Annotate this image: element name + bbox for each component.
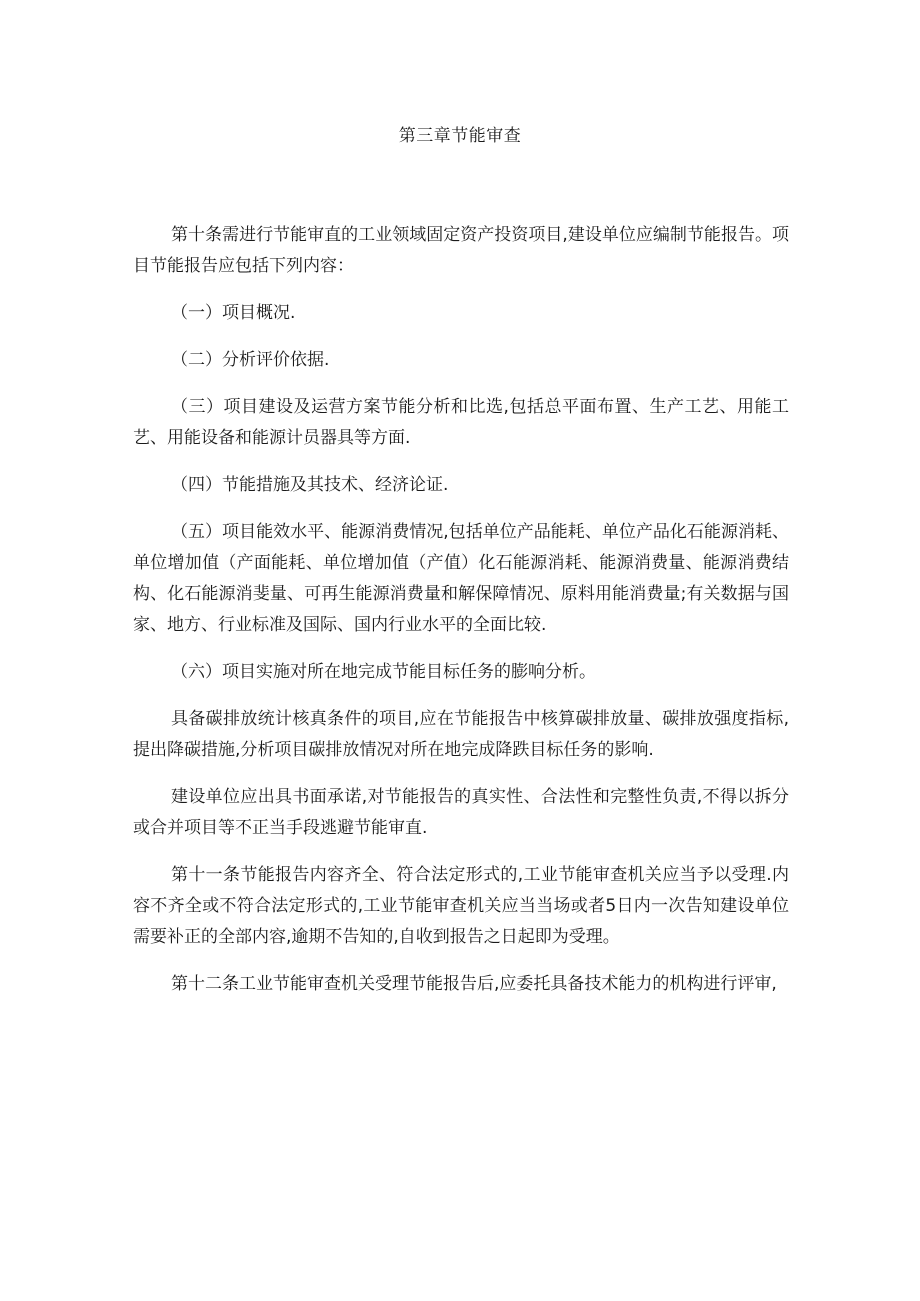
list-item-2: （二）分析评价依据. [171, 350, 330, 370]
paragraph-article-10: 第十条需进行节能审直的工业领域固定资产投资项目,建设单位应编制节能报告。项目节能报告应包括下列内容： [133, 225, 789, 276]
list-item-6: （六）项目实施对所在地完成节能目标任务的膨响分析。 [171, 662, 596, 682]
list-item-4: （四）节能措施及其技术、经济论证. [171, 475, 449, 495]
list-item-1: （一）项目概况. [171, 303, 296, 323]
paragraph-article-12: 第十二条工业节能审查机关受理节能报告后,应委托具备技术能力的机构进行评审, [171, 974, 777, 994]
document-body [133, 220, 789, 1016]
paragraph-article-11: 第十一条节能报告内容齐全、符合法定形式的,工业节能审查机关应当予以受理.内容不齐全或不符合法定形式的,工业节能审查机关应当当场或者5日内一次告知建设单位需要补正的全部内容,逾期不告知的,自收到报告之日起即为受理。 [133, 865, 789, 947]
list-item-3: （三）项目建设及运营方案节能分析和比选,包括总平面布置、生产工艺、用能工艺、用能设备和能源计员器具等方面. [133, 397, 789, 448]
list-item-5: （五）项目能效水平、能源消费情况,包括单位产品能耗、单位产品化石能源消耗、单位增加值（产面能耗、单位增加值（产值）化石能源消耗、能源消费量、能源消费结构、化石能源消斐量、可再生能源消费量和解保障情况、原料用能消费量;有关数据与国家、地方、行业标准及国际、国内行业水平的全面比较. [133, 522, 789, 635]
paragraph-carbon-emissions: 具备碳排放统计核真条件的项目,应在节能报告中核算碳排放量、碳排放强度指标,提出降碳措施,分析项目碳排放情况对所在地完成降跌目标任务的影响. [133, 709, 789, 760]
paragraph-commitment: 建设单位应出具书面承诺,对节能报告的真实性、合法性和完整性负责,不得以拆分或合并项目等不正当手段逃避节能审直. [133, 787, 789, 838]
chapter-title: 第三章节能审查 [398, 126, 522, 146]
